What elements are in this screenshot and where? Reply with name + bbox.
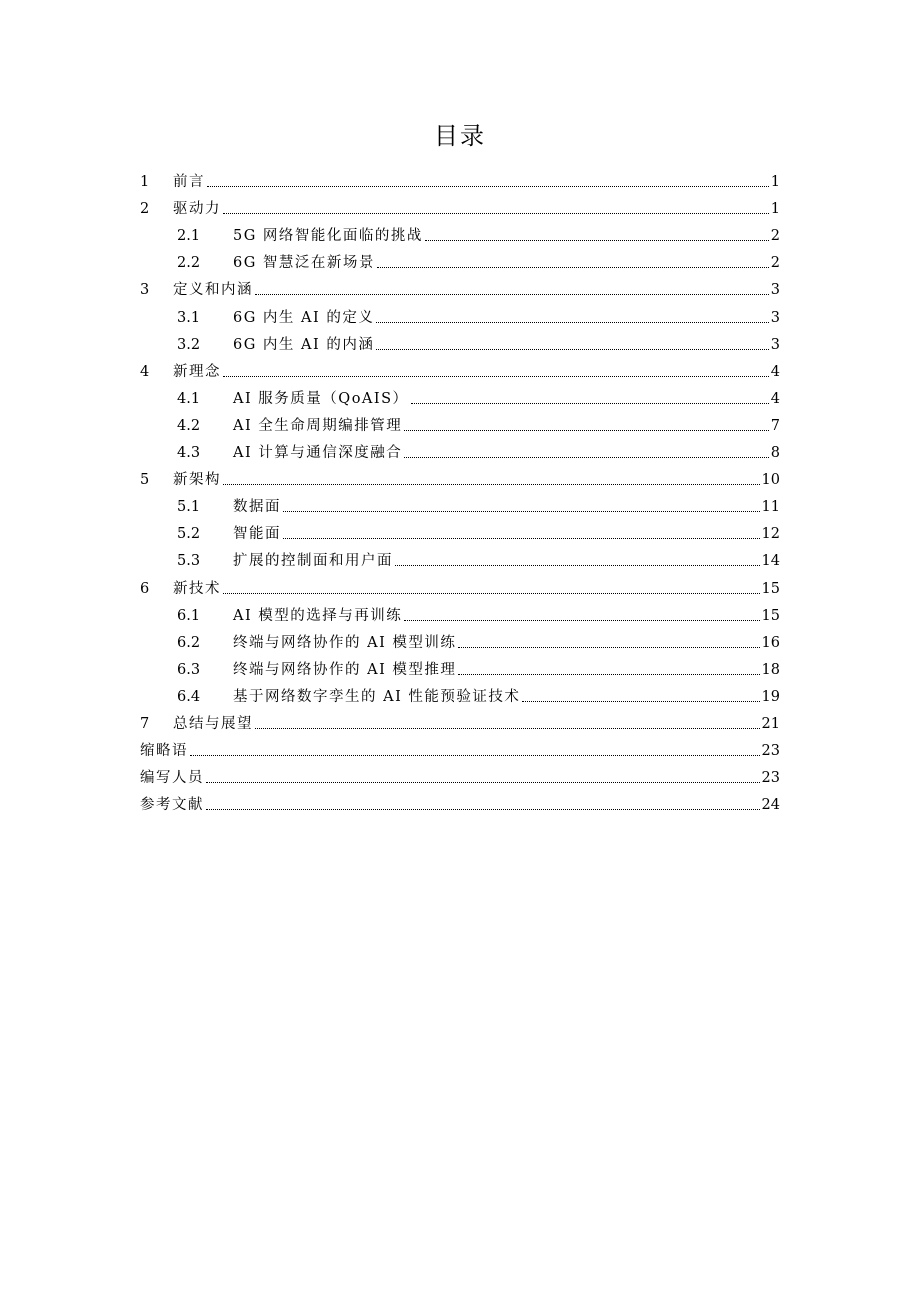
toc-entry-number: 2.2: [177, 255, 201, 272]
toc-entry-label: AI 服务质量（QoAIS）: [233, 390, 409, 407]
toc-entry-label: 参考文献: [140, 797, 204, 814]
toc-entry[interactable]: [140, 489, 780, 516]
toc-entry[interactable]: [140, 245, 780, 272]
toc-entry[interactable]: [140, 462, 780, 489]
toc-entry[interactable]: [140, 272, 780, 299]
toc-entry[interactable]: [140, 516, 780, 543]
toc-entry-label: 6G 内生 AI 的定义: [233, 309, 375, 326]
toc-dot-leader: [255, 727, 760, 729]
toc-dot-leader: [404, 456, 768, 458]
toc-entry-number: 7: [140, 715, 150, 732]
toc-dot-leader: [458, 646, 759, 648]
toc-dot-leader: [376, 348, 768, 350]
toc-entry[interactable]: [140, 598, 780, 625]
toc-dot-leader: [223, 483, 760, 485]
toc-entry-page-number: 21: [761, 715, 780, 732]
toc-entry-page-number: 19: [761, 688, 780, 705]
toc-entry-page-number: 15: [761, 607, 780, 624]
toc-entry[interactable]: [140, 679, 780, 706]
toc-entry-label: 数据面: [233, 499, 281, 516]
toc-entry-page-number: 4: [770, 363, 780, 380]
toc-title: 目录: [434, 122, 486, 150]
toc-entry[interactable]: [140, 787, 780, 814]
toc-entry-number: 4: [140, 363, 150, 380]
toc-dot-leader: [190, 754, 760, 756]
toc-entry-label: 基于网络数字孪生的 AI 性能预验证技术: [233, 688, 521, 705]
toc-entry-page-number: 23: [761, 743, 780, 760]
toc-entry[interactable]: [140, 299, 780, 326]
toc-entry-number: 6.2: [177, 634, 201, 651]
toc-entry[interactable]: [140, 435, 780, 462]
toc-entry-number: 6.1: [177, 607, 201, 624]
toc-dot-leader: [395, 564, 760, 566]
toc-entry-page-number: 2: [770, 228, 780, 245]
toc-entry[interactable]: [140, 354, 780, 381]
toc-entry-number: 3: [140, 282, 150, 299]
toc-entry-number: 5.3: [177, 553, 201, 570]
toc-entry-page-number: 3: [770, 282, 780, 299]
toc-entry-page-number: 3: [770, 309, 780, 326]
toc-entry-number: 5: [140, 472, 150, 489]
toc-dot-leader: [377, 266, 769, 268]
toc-entry-label: 终端与网络协作的 AI 模型训练: [233, 634, 457, 651]
toc-entry[interactable]: [140, 733, 780, 760]
toc-entry-number: 4.2: [177, 417, 201, 434]
toc-entry-label: 缩略语: [140, 743, 188, 760]
toc-entry-number: 5.1: [177, 499, 201, 516]
toc-dot-leader: [223, 212, 769, 214]
toc-entry-number: 6.4: [177, 688, 201, 705]
toc-entry-label: 5G 网络智能化面临的挑战: [233, 228, 423, 245]
toc-entry-label: 驱动力: [173, 201, 221, 218]
toc-entry-page-number: 14: [761, 553, 780, 570]
toc-entry-page-number: 10: [761, 472, 780, 489]
toc-entry-label: 6G 智慧泛在新场景: [233, 255, 375, 272]
toc-dot-leader: [223, 592, 760, 594]
toc-entry-label: 终端与网络协作的 AI 模型推理: [233, 661, 457, 678]
toc-entry-page-number: 15: [761, 580, 780, 597]
toc-entry-page-number: 12: [761, 526, 780, 543]
toc-entry[interactable]: [140, 191, 780, 218]
toc-entry-label: 新技术: [173, 580, 221, 597]
toc-entry-number: 6.3: [177, 661, 201, 678]
toc-entry-page-number: 2: [770, 255, 780, 272]
toc-entry-number: 4.1: [177, 390, 201, 407]
toc-entry-number: 3.2: [177, 336, 201, 353]
toc-entry-number: 2.1: [177, 228, 201, 245]
toc-entry[interactable]: [140, 570, 780, 597]
toc-entry-label: 扩展的控制面和用户面: [233, 553, 393, 570]
toc-dot-leader: [404, 619, 759, 621]
toc-dot-leader: [206, 808, 760, 810]
toc-entry[interactable]: [140, 408, 780, 435]
toc-dot-leader: [207, 185, 769, 187]
toc-entry-label: 6G 内生 AI 的内涵: [233, 336, 375, 353]
toc-entry-label: AI 全生命周期编排管理: [233, 417, 403, 434]
toc-entry-number: 3.1: [177, 309, 201, 326]
toc-entry-number: 4.3: [177, 445, 201, 462]
toc-entry-number: 2: [140, 201, 150, 218]
toc-entry-label: AI 模型的选择与再训练: [233, 607, 403, 624]
toc-entry[interactable]: [140, 543, 780, 570]
toc-dot-leader: [206, 781, 760, 783]
toc-entry-page-number: 24: [761, 797, 780, 814]
toc-dot-leader: [283, 510, 760, 512]
toc-entry-page-number: 16: [761, 634, 780, 651]
toc-entry[interactable]: [140, 706, 780, 733]
toc-entry-page-number: 8: [770, 445, 780, 462]
toc-entry-label: 新理念: [173, 363, 221, 380]
toc-dot-leader: [255, 293, 769, 295]
toc-entry-label: 前言: [173, 174, 205, 191]
toc-entry[interactable]: [140, 327, 780, 354]
toc-list: [140, 164, 780, 814]
toc-dot-leader: [425, 239, 769, 241]
toc-entry-page-number: 11: [761, 499, 780, 516]
toc-entry-page-number: 1: [770, 174, 780, 191]
toc-entry-number: 5.2: [177, 526, 201, 543]
toc-dot-leader: [522, 700, 759, 702]
toc-entry-page-number: 3: [770, 336, 780, 353]
toc-entry-number: 1: [140, 174, 150, 191]
toc-dot-leader: [404, 429, 768, 431]
toc-entry[interactable]: [140, 652, 780, 679]
toc-entry-page-number: 7: [770, 417, 780, 434]
toc-entry-label: 新架构: [173, 472, 221, 489]
toc-entry[interactable]: [140, 164, 780, 191]
toc-entry-label: 总结与展望: [173, 715, 253, 732]
toc-entry-page-number: 1: [770, 201, 780, 218]
toc-entry-page-number: 18: [761, 661, 780, 678]
toc-entry-label: 编写人员: [140, 770, 204, 787]
toc-dot-leader: [376, 321, 768, 323]
toc-entry[interactable]: [140, 625, 780, 652]
toc-entry-label: 智能面: [233, 526, 281, 543]
toc-entry-number: 6: [140, 580, 150, 597]
toc-entry-page-number: 4: [770, 390, 780, 407]
toc-dot-leader: [411, 402, 769, 404]
toc-dot-leader: [223, 375, 769, 377]
toc-entry-label: AI 计算与通信深度融合: [233, 445, 403, 462]
toc-entry[interactable]: [140, 760, 780, 787]
toc-dot-leader: [458, 673, 759, 675]
toc-entry[interactable]: [140, 218, 780, 245]
toc-entry-page-number: 23: [761, 770, 780, 787]
toc-entry[interactable]: [140, 381, 780, 408]
toc-dot-leader: [283, 537, 760, 539]
toc-entry-label: 定义和内涵: [173, 282, 253, 299]
